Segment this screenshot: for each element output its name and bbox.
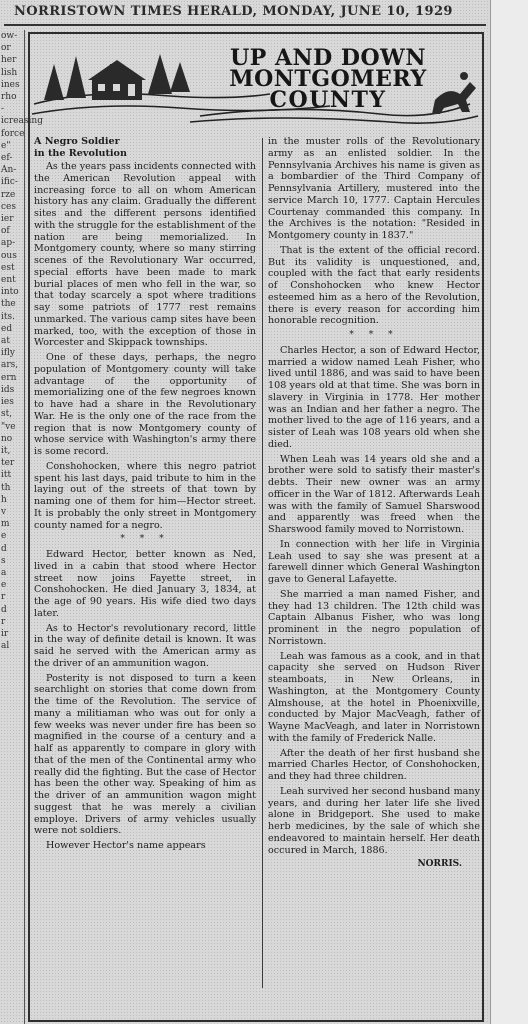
strip-fragment: e" (1, 140, 11, 151)
strip-fragment: force (1, 128, 25, 139)
paragraph: That is the extent of the official record. But its validity is unquestioned, and, coupled with the fact that early residents of Conshohocken who knew Hector esteemed him as a hero of the Revolution, there is every reason for according him honorable recognition. (268, 244, 480, 327)
paragraph: in the muster rolls of the Revolutionary army as an enlisted soldier. In the Pennsylvania Archives his name is given as a bombardier of the Third Company of Pennsylvania Artillery, mustered into the service March 10, 1777. Captain Hercules Courtenay commanded this company. In the Archives is the notation: "Resided in Montgomery county in 1837." (268, 136, 480, 241)
strip-fragment: rze (1, 189, 16, 200)
strip-fragment: ous (1, 250, 17, 261)
strip-fragment: ow- (1, 31, 18, 41)
strip-fragment: An- (1, 165, 17, 176)
strip-fragment: s (1, 555, 6, 566)
paragraph: When Leah was 14 years old she and a brother were sold to satisfy their master's debts. Their new owner was an army officer in the War of 1812. Afterwards Leah was with the family of Samuel Sharswood and apparently was freed when the Sharswood family moved to Norristown. (268, 453, 480, 535)
strip-fragment: r (1, 616, 6, 627)
strip-fragment: r (1, 592, 6, 603)
strip-fragment: ies (1, 397, 14, 408)
strip-fragment: th (1, 482, 11, 493)
strip-fragment: ter (1, 458, 15, 469)
paragraph: Leah survived her second husband many years, and during her later life she lived alone in Bridgeport. She used to make herb medicines, by the sale of which she endeavored to maintain herself. Her death occured in March, 1886. (268, 785, 480, 856)
strip-fragment: icreasing (1, 116, 43, 127)
strip-fragment: it, (1, 445, 11, 456)
paragraph: As to Hector's revolutionary record, little in the way of definite detail is known. It was said he served with the American army as the driver of an ammunition wagon. (34, 622, 256, 669)
strip-fragment: ines (1, 79, 20, 90)
strip-fragment: e (1, 580, 7, 591)
strip-fragment: m (1, 519, 10, 530)
banner-title-line3: COUNTY (269, 87, 387, 113)
strip-fragment: d (1, 604, 7, 615)
paragraph: In connection with her life in Virginia Leah used to say she was present at a farewell dinner which General Washington gave to General Lafayette. (268, 538, 480, 585)
paragraph: Posterity is not disposed to turn a keen searchlight on stories that come down from the time of the Revolution. The service of many a militiaman who was out for only a few weeks was never under fire has been so magnified in the course of a century and a half as apparently to compare in glory with that of the men of the Continental army who really did the fighting. But the case of Hector has been the other way. Speaking of him as the driver of an ammunition wagon might suggest that he was merely a civilian employe. Drivers of army vehicles usually were not soldiers. (34, 672, 256, 837)
paragraph: She married a man named Fisher, and they had 13 children. The 12th child was Captain Albanus Fisher, who was long prominent in the negro population of Norristown. (268, 588, 480, 647)
strip-fragment: at (1, 336, 10, 347)
right-margin (490, 0, 528, 1024)
strip-fragment: of (1, 226, 10, 237)
masthead-rule (4, 24, 486, 26)
strip-fragment: ces (1, 201, 16, 212)
strip-fragment: into (1, 287, 19, 298)
strip-fragment: ific- (1, 177, 18, 188)
strip-fragment: her (1, 55, 17, 66)
strip-fragment: h (1, 494, 7, 505)
section-break-stars: * * * (120, 534, 170, 545)
author-signature: NORRIS. (417, 859, 462, 870)
banner-title-line1: UP AND DOWN (230, 45, 426, 71)
paragraph: However Hector's name appears (46, 840, 206, 851)
paragraph: Leah was famous as a cook, and in that capacity she served on Hudson River steamboats, in New Orleans, in Washington, at the Montgomery County Almshouse, at the hotel in Phoenixville, conducted by Major MacVeagh, father of Wayne MacVeagh, and later in Norristown with the family of Frederick Nalle. (268, 650, 480, 744)
strip-fragment: al (1, 641, 10, 652)
strip-fragment: ids (1, 384, 15, 395)
strip-fragment: ifly (1, 348, 15, 359)
banner-title-line2: MONTGOMERY (229, 66, 427, 92)
adjacent-column-fragment (0, 30, 43, 1024)
strip-fragment: ap- (1, 238, 16, 249)
strip-fragment: ent (1, 275, 16, 286)
strip-fragment: - (1, 104, 5, 115)
strip-fragment: e (1, 531, 7, 542)
strip-fragment: lish (1, 67, 18, 78)
strip-fragment: rho (1, 92, 17, 103)
strip-fragment: ir (1, 628, 9, 639)
strip-fragment: est (1, 262, 15, 273)
strip-fragment: itt (1, 470, 12, 481)
paragraph: Charles Hector, a son of Edward Hector, married a widow named Leah Fisher, who lived until 1886, and was said to have been 108 years old at that time. She was born in slavery in Virginia in 1778. Her mother was an Indian and her father a negro. The mother lived to the age of 116 years, and a sister of Leah was 108 years old when she died. (268, 344, 480, 450)
strip-fragment: its. (1, 311, 15, 322)
article-right-column (268, 136, 480, 871)
paragraph: After the death of her first husband she married Charles Hector, of Conshohocken, and they had three children. (268, 747, 480, 782)
paragraph: Edward Hector, better known as Ned, lived in a cabin that stood where Hector street now joins Fayette street, in Conshohocken. He died January 3, 1834, at the age of 90 years. His wife died two days later. (34, 549, 256, 619)
strip-fragment: a (1, 567, 7, 578)
headline-line2: in the Revolution (34, 147, 127, 159)
article-left-column (34, 136, 256, 855)
strip-fragment: ef- (1, 153, 13, 164)
strip-fragment: st, (1, 409, 13, 420)
column-divider (262, 138, 263, 988)
headline-line1: A Negro Soldier (34, 136, 120, 147)
strip-fragment: the (1, 299, 16, 310)
banner-title (198, 45, 458, 113)
article-headline (34, 136, 256, 159)
paragraph: Conshohocken, where this negro patriot spent his last days, paid tribute to him in the laying out of the streets of that town by naming one of them for him—Hector street. It is probably the only street in Montgomery county named for a negro. (34, 460, 256, 531)
strip-fragment: ars, (1, 360, 19, 371)
strip-fragment: no (1, 433, 13, 444)
strip-fragment: v (1, 506, 7, 517)
column-banner (30, 34, 482, 130)
section-break-stars: * * * (349, 330, 399, 340)
strip-fragment: ern (1, 372, 17, 383)
paragraph: One of these days, perhaps, the negro population of Montgomery county will take advantage of the opportunity of memorializing one of the few negroes known to have had a share in the Revolutionary War. He is the only one of the race from the region that is now Montgomery county of whose service with Washington's army there is some record. (34, 352, 256, 457)
strip-fragment: d (1, 543, 7, 554)
strip-fragment: ier (1, 214, 14, 225)
paragraph: As the years pass incidents connected with the American Revolution appeal with increasing force to all on whom American history has any claim. Gradually the different sites and the different persons identified with the struggle for the establishment of the nation are being memorialized. In Montgomery county, where so many stirring scenes of the Revolutionary War occurred, special efforts have been made to mark burial places of men who fell in the war, so that today scarcely a spot where traditions say some patriots of 1777 rest remains unmarked. The various camp sites have been marked, too, with the exception of those in Worcester and Skippack townships. (34, 161, 256, 349)
masthead: NORRISTOWN TIMES HERALD, MONDAY, JUNE 10, 1929 (14, 4, 453, 19)
strip-fragment: "ve (1, 421, 16, 432)
strip-fragment: ed (1, 323, 13, 334)
strip-fragment: or (1, 43, 11, 54)
